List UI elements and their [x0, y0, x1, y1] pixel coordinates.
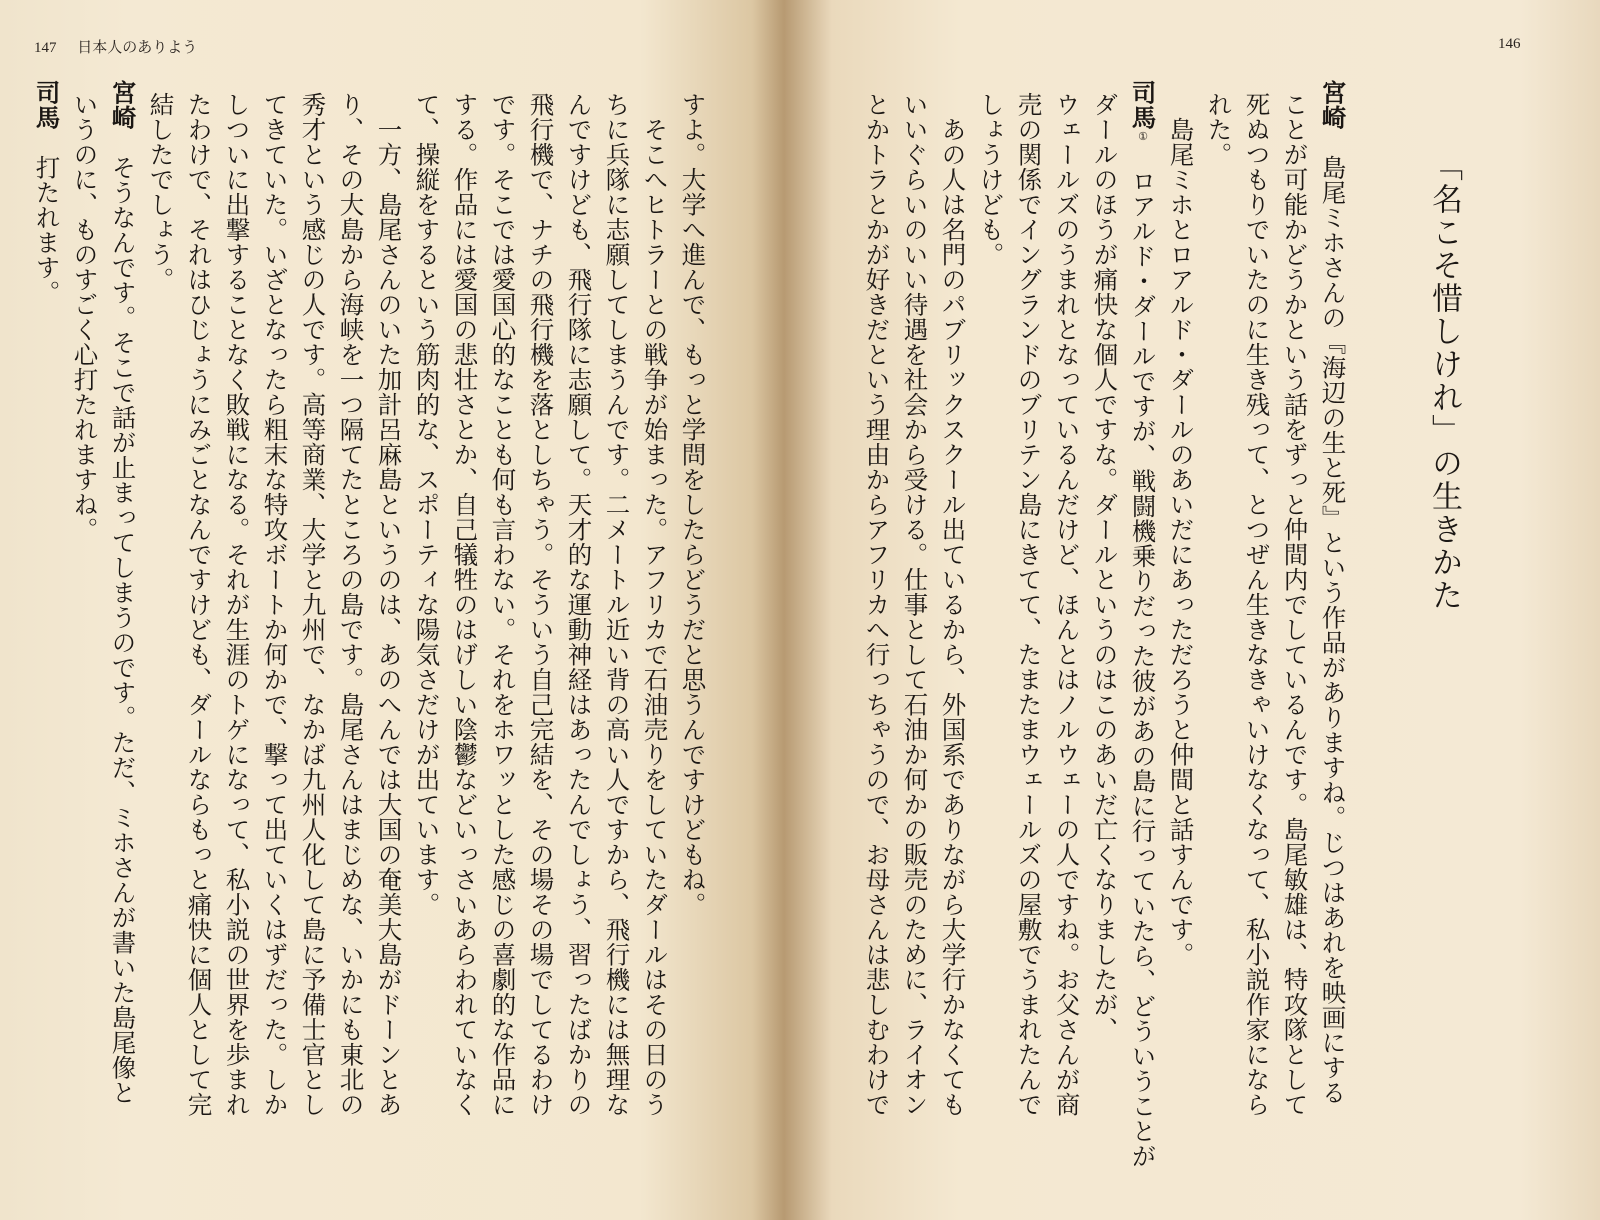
text-column: いうのに、ものすごく心打たれますね。 [70, 92, 100, 542]
text-column: たわけで、それはひじょうにみごとなんですけども、ダールならもっと痛快に個人として完 [184, 92, 214, 1117]
text-column: しついに出撃することなく敗戦になる。それが生涯のトゲになって、私小説の世界を歩まれ [222, 92, 252, 1117]
text-column: ウェールズのうまれとなっているんだけど、ほんとはノルウェーの人ですね。お父さんが商 [1052, 92, 1082, 1117]
text-column: 秀才という感じの人です。高等商業、大学と九州で、なかば九州人化して島に予備士官とし [298, 92, 328, 1117]
speaker-label: 司馬 [32, 80, 62, 130]
text-column: そこへヒトラーとの戦争が始まった。アフリカで石油売りをしていたダールはその日のう [640, 92, 670, 1117]
text-column: あの人は名門のパブリックスクール出ているから、外国系でありながら大学行かなくても [938, 92, 968, 1117]
text-column: 島尾ミホとロアルド・ダールのあいだにあっただろうと仲間と話すんです。 [1166, 92, 1196, 967]
text-column: れた。 [1204, 92, 1234, 167]
text-column: ダールのほうが痛快な個人ですな。ダールというのはこのあいだ亡くなりましたが、 [1090, 92, 1120, 1042]
text-column: て、操縦をするという筋肉的な、スポーティな陽気さだけが出ています。 [412, 92, 442, 917]
page-number: 147 [34, 40, 57, 56]
text-column: する。作品には愛国の悲壮さとか、自己犠牲のはげしい陰鬱などいっさいあらわれていなく [450, 92, 480, 1117]
speaker-label: 宮崎 [1318, 80, 1348, 130]
text-column: 死ぬつもりでいたのに生き残って、とつぜん生きなきゃいけなくなって、私小説作家になら [1242, 92, 1272, 1117]
text-column: 司馬 打たれます。 [32, 80, 62, 305]
text-column: ちに兵隊に志願してしまうんです。二メートル近い背の高い人ですから、飛行機には無理な [602, 92, 632, 1117]
chapter-title: 「名こそ惜しけれ」の生きかた [1426, 150, 1462, 612]
page-number: 146 [1498, 36, 1521, 52]
speaker-label: 宮崎 [108, 80, 138, 130]
text-column: 売の関係でイングランドのブリテン島にきてて、たまたまウェールズの屋敷でうまれたんで [1014, 92, 1044, 1117]
text-column: すよ。大学へ進んで、もっと学問をしたらどうだと思うんですけどもね。 [678, 92, 708, 917]
text-column: です。そこでは愛国心的なことも何も言わない。それをホワッとした感じの喜劇的な作品に [488, 92, 518, 1117]
text-column: り、その大島から海峡を一つ隔てたところの島です。島尾さんはまじめな、いかにも東北の [336, 92, 366, 1117]
text-column: んですけども、飛行隊に志願して。天才的な運動神経はあったんでしょう、習ったばかりの [564, 92, 594, 1117]
running-head [34, 36, 197, 57]
text-column: てきていた。いざとなったら粗末な特攻ボートか何かで、撃って出ていくはずだった。しか [260, 92, 290, 1117]
right-page [782, 0, 1600, 1220]
text-column: 結したでしょう。 [146, 92, 176, 292]
text-column: 宮崎 そうなんです。そこで話が止まってしまうのです。ただ、ミホさんが書いた島尾像と [108, 80, 138, 1105]
text-column: 司馬① ロアルド・ダールですが、戦闘機乗りだった彼があの島に行っていたら、どういうことが [1128, 80, 1158, 1169]
text-column: 飛行機で、ナチの飛行機を落としちゃう。そういう自己完結を、その場その場でしてるわけ [526, 92, 556, 1117]
text-column: いいぐらいのいい待遇を社会から受ける。仕事として石油か何かの販売のために、ライオン [900, 92, 930, 1117]
left-page [0, 0, 780, 1220]
text-column: とかトラとかが好きだという理由からアフリカへ行っちゃうので、お母さんは悲しむわけで [862, 92, 892, 1117]
running-head-title: 日本人のありよう [77, 38, 198, 56]
text-column: 宮崎 島尾ミホさんの『海辺の生と死』という作品がありますね。じつはあれを映画にする [1318, 80, 1348, 1105]
text-column: ことが可能かどうかという話をずっと仲間内でしているんです。島尾敏雄は、特攻隊として [1280, 92, 1310, 1117]
footnote-marker: ① [1136, 130, 1150, 144]
text-column: 一方、島尾さんのいた加計呂麻島というのは、あのへんでは大国の奄美大島がドーンとあ [374, 92, 404, 1117]
speaker-label: 司馬 [1128, 80, 1158, 130]
text-column: しょうけども。 [976, 92, 1006, 267]
